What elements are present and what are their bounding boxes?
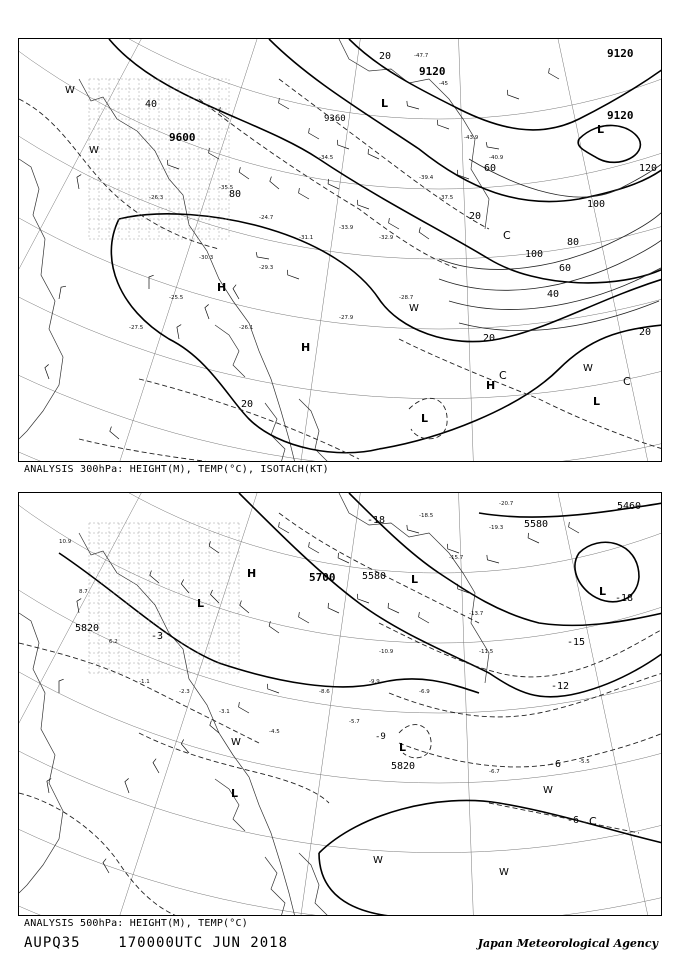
isotach-label: 20 [469,211,482,222]
station-value: -24.7 [259,215,274,221]
parallel-line [19,493,662,916]
system-marker: W [583,363,593,374]
station-value: -34.5 [319,155,334,161]
latlon-grid [19,493,662,916]
station-value: -26.1 [239,325,254,331]
valid-time: 170000UTC JUN 2018 [118,935,289,951]
station-value: -35.5 [219,185,234,191]
wind-barb [508,90,519,99]
station-value: -47.7 [414,53,429,59]
station-value: -1.1 [139,679,150,685]
station-value: -5.7 [349,719,360,725]
system-marker: C [503,229,511,242]
parallel-line [19,493,662,783]
height-contour [349,493,662,625]
height-contour [379,325,662,449]
chart-identifier [24,935,288,951]
map-500hpa-canvas [19,493,662,916]
wind-barb [168,160,179,169]
station-value: -27.5 [129,325,144,331]
station-value: -43.9 [464,135,479,141]
height-contour [578,125,640,162]
system-marker: L [197,597,205,610]
wind-barb [177,325,181,339]
isotach-label: 20 [241,399,254,410]
meridian-line [68,493,439,916]
system-marker: H [486,379,496,392]
temp-label: -6 [549,759,562,770]
system-marker: W [65,85,75,96]
wind-barb [77,175,81,189]
parallel-line [19,39,662,399]
system-marker: H [217,281,227,294]
station-values [59,501,590,775]
wind-barb [149,275,154,289]
temp-contour [19,99,219,249]
wind-barb [448,544,459,553]
temp-label: -18 [615,593,634,604]
system-marker: W [409,303,419,314]
isotach-label: 40 [145,99,158,110]
station-value: -45 [439,81,448,87]
temp-contour [399,733,662,767]
station-value: -15.7 [449,555,464,561]
system-marker: W [543,785,553,796]
map-panel-300hpa [18,38,662,462]
latlon-grid [19,39,662,462]
height-label: 5700 [309,571,336,584]
wind-barb [153,759,159,773]
height-label: 9360 [324,114,346,124]
wind-barb [279,522,289,533]
panel-caption-500hpa: ANALYSIS 500hPa: HEIGHT(M), TEMP(°C) [24,918,248,929]
isotach-label: 20 [379,51,392,62]
map-panel-500hpa [18,492,662,916]
station-value: -8.6 [319,689,330,695]
station-value: -31.1 [299,235,314,241]
parallel-line [19,39,662,462]
wind-barb [288,270,299,279]
temp-label: -18 [367,515,386,526]
system-marker: W [89,145,99,156]
system-marker: C [623,375,631,388]
station-value: -37.5 [439,195,454,201]
temp-label: -12 [551,681,570,692]
wind-barb [125,778,129,793]
isotach-label: 100 [587,199,606,210]
wind-barb [239,702,249,713]
station-value: 6.2 [109,639,118,645]
height-label: 5580 [524,519,549,530]
meridian-line [439,493,662,672]
coastline-segment [19,159,63,439]
isotach-label: 40 [547,289,560,300]
isotach-label: 80 [229,189,242,200]
station-value: 8.7 [79,589,88,595]
wind-barb [205,304,209,319]
coastline-segment [339,39,489,229]
system-marker: C [499,369,507,382]
wind-barb [268,684,279,693]
station-value: -10.9 [379,649,394,655]
station-value: -6.7 [489,769,500,775]
station-value: -28.7 [399,295,414,301]
station-value: -3.1 [219,709,230,715]
temp-label: -15 [567,637,586,648]
system-marker: L [399,741,407,754]
meridian-line [439,39,662,462]
height-contour [319,800,662,853]
station-value: -19.3 [489,525,504,531]
wind-barbs [45,68,559,439]
system-marker: C [589,815,597,828]
station-value: -13.7 [469,611,484,617]
wind-barb [419,612,429,623]
temp-contour [379,623,662,677]
system-marker: L [597,123,605,136]
parallel-line [19,39,662,329]
shaded-region [89,523,239,673]
isotach-contour [439,239,662,290]
wind-barb [77,599,81,613]
parallel-line [19,493,662,713]
wind-barb [528,533,539,543]
meridian-line [19,493,439,879]
temp-contour [489,803,639,833]
height-label: 5820 [391,761,416,772]
meridian-line [439,39,662,462]
wind-barb [270,177,279,189]
height-label: 9120 [419,65,446,78]
meridian-line [439,493,662,496]
meridian-line [439,39,662,371]
system-marker: L [231,787,239,800]
system-marker: L [593,395,601,408]
isotach-label: 80 [567,237,580,248]
height-contour [319,853,399,916]
meridian-line [439,39,662,462]
wind-barb [45,364,49,379]
station-value: -6.9 [419,689,430,695]
wind-barb [256,252,269,259]
height-label: 9120 [607,47,634,60]
meridian-line [439,493,662,916]
station-value: -32.9 [379,235,394,241]
height-contour [119,214,662,342]
temperature-contours [19,513,662,916]
coastline-segment [265,403,285,462]
wind-barb [407,101,419,109]
coastline-segment [265,857,285,916]
parallel-line [19,493,662,916]
meridian-line [439,39,662,42]
wind-barb [438,120,449,129]
wind-barb [338,140,349,149]
height-label: 5460 [617,501,642,512]
temp-contour [79,439,219,462]
coastline-segment [215,325,245,377]
temp-contour [279,513,479,623]
station-value: -11.5 [479,649,494,655]
wind-barb [181,739,189,753]
wind-barb [328,603,339,613]
meridian-line [439,493,662,825]
station-value: 10.9 [59,539,72,545]
temp-contour [19,643,259,743]
isotach-contours [439,159,662,331]
station-value: -4.5 [269,729,280,735]
isotach-contour [469,159,662,197]
wind-barb [233,285,239,299]
wind-barb [211,590,219,603]
system-marker: L [599,585,607,598]
chart-id: AUPQ35 [24,935,81,951]
isotach-contour [459,301,659,331]
system-marker: H [301,341,311,354]
height-label: 5580 [362,571,387,582]
coastline-segment [299,853,329,916]
temp-contour [19,793,179,916]
panel-caption-300hpa: ANALYSIS 300hPa: HEIGHT(M), TEMP(°C), ISOTACH(KT) [24,464,329,475]
height-label: 9600 [169,131,196,144]
wind-barb [309,542,319,553]
system-marker: W [499,867,509,878]
agency-credit: Japan Meteorological Agency [477,937,658,950]
wind-barb [389,218,399,229]
parallel-line [19,493,662,853]
wind-barb [239,167,249,179]
coastline-segment [339,493,489,683]
wind-barb [240,601,249,613]
station-value: -30.3 [199,255,214,261]
wind-barb [487,555,499,563]
station-value: -20.7 [499,501,514,507]
system-marker: L [381,97,389,110]
wind-barb [549,68,559,79]
wind-barb [368,149,379,159]
shaded-region [89,79,229,239]
coastline-segment [215,779,245,831]
wind-barb [569,522,579,533]
wind-barb [486,142,499,149]
parallel-line [19,39,662,462]
isotach-label: 100 [525,249,544,260]
wind-barb [407,525,419,533]
station-value: -29.3 [259,265,274,271]
station-value: -27.9 [339,315,354,321]
wind-barb [59,286,66,299]
temp-label: -9 [375,732,386,742]
wind-barb [299,188,309,199]
wind-barb [309,128,319,139]
wind-barb [358,200,369,209]
station-value: -25.5 [169,295,184,301]
height-label: 5820 [75,623,100,634]
isotach-label: 60 [484,163,497,174]
station-value: -40.9 [489,155,504,161]
coastline-segment [19,613,63,893]
wind-barb [358,594,369,603]
system-marker: W [373,855,383,866]
wind-barb [150,571,159,583]
height-contour [111,219,379,453]
meridian-line [439,493,662,916]
isotach-label: 60 [559,263,572,274]
station-value: -26.3 [149,195,164,201]
wind-barb [299,612,309,623]
coastline-segment [299,399,329,462]
system-marker: H [247,567,257,580]
wind-barb [279,98,289,109]
parallel-line [19,493,662,573]
system-marker: W [231,737,241,748]
wind-barb [110,427,119,439]
system-marker: L [411,573,419,586]
station-value: -9.9 [369,679,380,685]
isotach-label: 20 [639,327,652,338]
parallel-line [19,39,662,119]
wind-barb [388,603,399,613]
height-label: 9120 [607,109,634,122]
isotach-label: 120 [639,163,658,174]
station-value: -5.5 [579,759,590,765]
system-marker: L [421,412,429,425]
station-value: -18.5 [419,513,434,519]
station-value: -2.3 [179,689,190,695]
wind-barb [59,679,64,693]
wind-barb [181,579,189,593]
station-value: -39.4 [419,175,434,181]
wind-barb [419,227,429,239]
temp-label: -3 [151,631,164,642]
station-value: -33.9 [339,225,354,231]
map-300hpa-canvas [19,39,662,462]
isotach-label: 20 [483,333,496,344]
meridian-line [439,493,662,916]
temp-label: -6 [567,815,580,826]
